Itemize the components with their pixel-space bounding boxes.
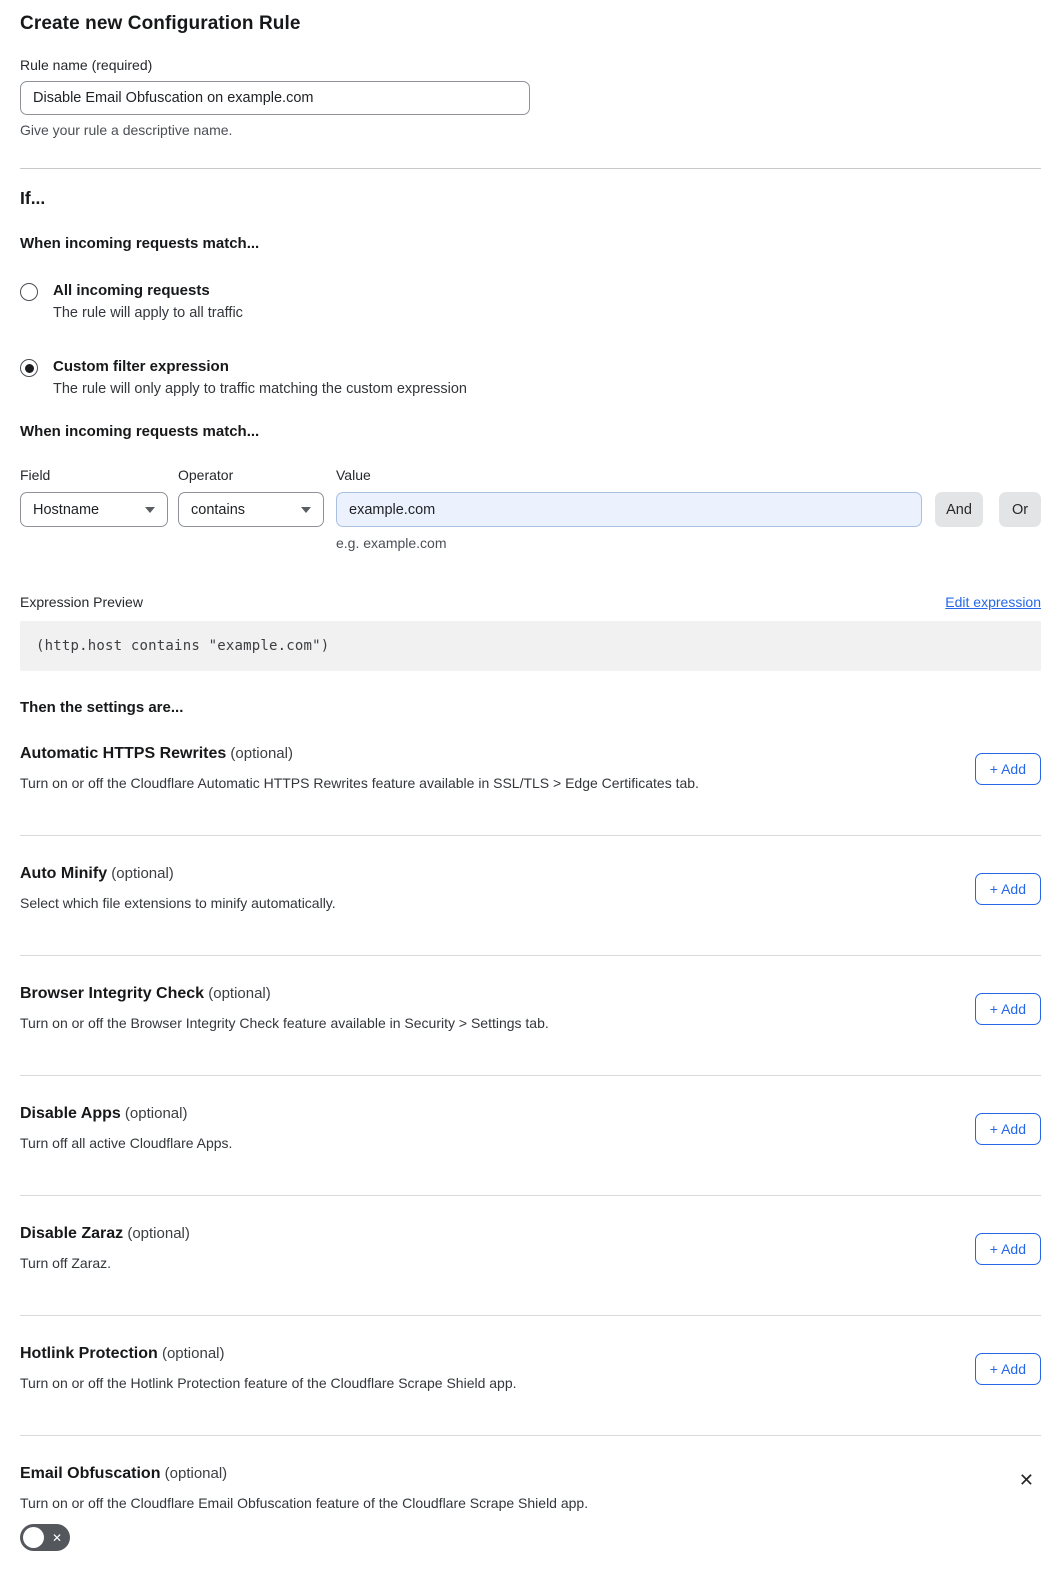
setting-description: Turn on or off the Hotlink Protection feature of the Cloudflare Scrape Shield app. xyxy=(20,1375,517,1391)
setting-section-browser-integrity-check xyxy=(20,956,1041,1075)
setting-section-email-obfuscation xyxy=(20,1436,1041,1561)
setting-title: Email Obfuscation xyxy=(20,1465,161,1482)
value-input[interactable] xyxy=(336,492,922,527)
setting-description: Turn off all active Cloudflare Apps. xyxy=(20,1135,233,1151)
rule-name-label: Rule name (required) xyxy=(20,57,153,73)
rule-name-helper: Give your rule a descriptive name. xyxy=(20,122,233,138)
expression-builder-labels xyxy=(20,467,1041,483)
radio-all-requests-description: The rule will apply to all traffic xyxy=(53,305,243,321)
setting-description: Turn on or off the Cloudflare Automatic HTTPS Rewrites feature available in SSL/TLS > Edge Certificates tab. xyxy=(20,775,699,791)
field-select[interactable] xyxy=(20,492,168,527)
add-button-auto-minify[interactable]: + Add xyxy=(975,873,1041,905)
setting-title: Hotlink Protection xyxy=(20,1345,158,1362)
edit-expression-link[interactable]: Edit expression xyxy=(945,594,1041,610)
match-heading-1: When incoming requests match... xyxy=(20,235,260,252)
optional-suffix: (optional) xyxy=(157,1345,225,1362)
setting-section-disable-apps xyxy=(20,1076,1041,1195)
setting-description: Turn on or off the Browser Integrity Check feature available in Security > Settings tab. xyxy=(20,1015,549,1031)
or-button[interactable]: Or xyxy=(999,492,1041,527)
close-icon[interactable]: ✕ xyxy=(1018,1470,1034,1490)
optional-suffix: (optional) xyxy=(204,985,271,1002)
settings-heading: Then the settings are... xyxy=(20,699,184,716)
setting-description: Turn off Zaraz. xyxy=(20,1255,112,1271)
optional-suffix: (optional) xyxy=(107,865,174,882)
rule-name-input[interactable] xyxy=(20,81,530,115)
setting-title: Browser Integrity Check xyxy=(20,985,205,1002)
radio-custom-filter-description: The rule will only apply to traffic matching the custom expression xyxy=(53,381,467,397)
add-button-disable-zaraz[interactable]: + Add xyxy=(975,1233,1041,1265)
value-label: Value xyxy=(336,467,371,483)
if-heading: If... xyxy=(20,188,46,208)
add-button-hotlink-protection[interactable]: + Add xyxy=(975,1353,1041,1385)
optional-suffix: (optional) xyxy=(226,745,293,762)
operator-select-value: contains xyxy=(191,501,246,518)
value-helper: e.g. example.com xyxy=(336,535,447,551)
and-button[interactable]: And xyxy=(935,492,983,527)
add-button-browser-integrity-check[interactable]: + Add xyxy=(975,993,1041,1025)
setting-title: Automatic HTTPS Rewrites xyxy=(20,745,227,762)
match-heading-2: When incoming requests match... xyxy=(20,423,260,440)
setting-description: Select which file extensions to minify automatically. xyxy=(20,895,336,911)
setting-title: Disable Zaraz xyxy=(20,1225,124,1242)
radio-custom-filter[interactable] xyxy=(20,359,38,377)
setting-title: Disable Apps xyxy=(20,1105,121,1122)
setting-section-automatic-https-rewrites xyxy=(20,716,1041,835)
chevron-down-icon xyxy=(145,507,155,513)
optional-suffix: (optional) xyxy=(120,1105,188,1122)
setting-description: Turn on or off the Cloudflare Email Obfuscation feature of the Cloudflare Scrape Shield app. xyxy=(20,1495,589,1511)
chevron-down-icon xyxy=(301,507,311,513)
expression-preview-code: (http.host contains "example.com") xyxy=(20,621,1041,671)
add-button-automatic-https-rewrites[interactable]: + Add xyxy=(975,753,1041,785)
page-title: Create new Configuration Rule xyxy=(20,13,301,34)
expression-builder-row xyxy=(20,492,1041,527)
radio-option-custom-filter[interactable] xyxy=(20,358,1041,397)
top-divider xyxy=(20,168,1041,169)
radio-option-all-requests[interactable] xyxy=(20,282,1041,321)
toggle-knob xyxy=(23,1527,44,1548)
operator-select[interactable] xyxy=(178,492,324,527)
radio-all-requests[interactable] xyxy=(20,283,38,301)
expression-preview-label: Expression Preview xyxy=(20,594,143,610)
email-obfuscation-toggle[interactable] xyxy=(20,1524,70,1551)
radio-all-requests-label: All incoming requests xyxy=(53,282,210,299)
field-select-value: Hostname xyxy=(33,501,100,518)
setting-title: Auto Minify xyxy=(20,865,108,882)
expression-preview-header xyxy=(20,594,1041,610)
field-label: Field xyxy=(20,467,51,483)
optional-suffix: (optional) xyxy=(160,1465,228,1482)
setting-section-disable-zaraz xyxy=(20,1196,1041,1315)
setting-section-auto-minify xyxy=(20,836,1041,955)
optional-suffix: (optional) xyxy=(123,1225,190,1242)
add-button-disable-apps[interactable]: + Add xyxy=(975,1113,1041,1145)
operator-label: Operator xyxy=(178,467,234,483)
setting-section-hotlink-protection xyxy=(20,1316,1041,1435)
radio-custom-filter-label: Custom filter expression xyxy=(53,358,229,375)
toggle-off-icon: ✕ xyxy=(51,1530,62,1545)
